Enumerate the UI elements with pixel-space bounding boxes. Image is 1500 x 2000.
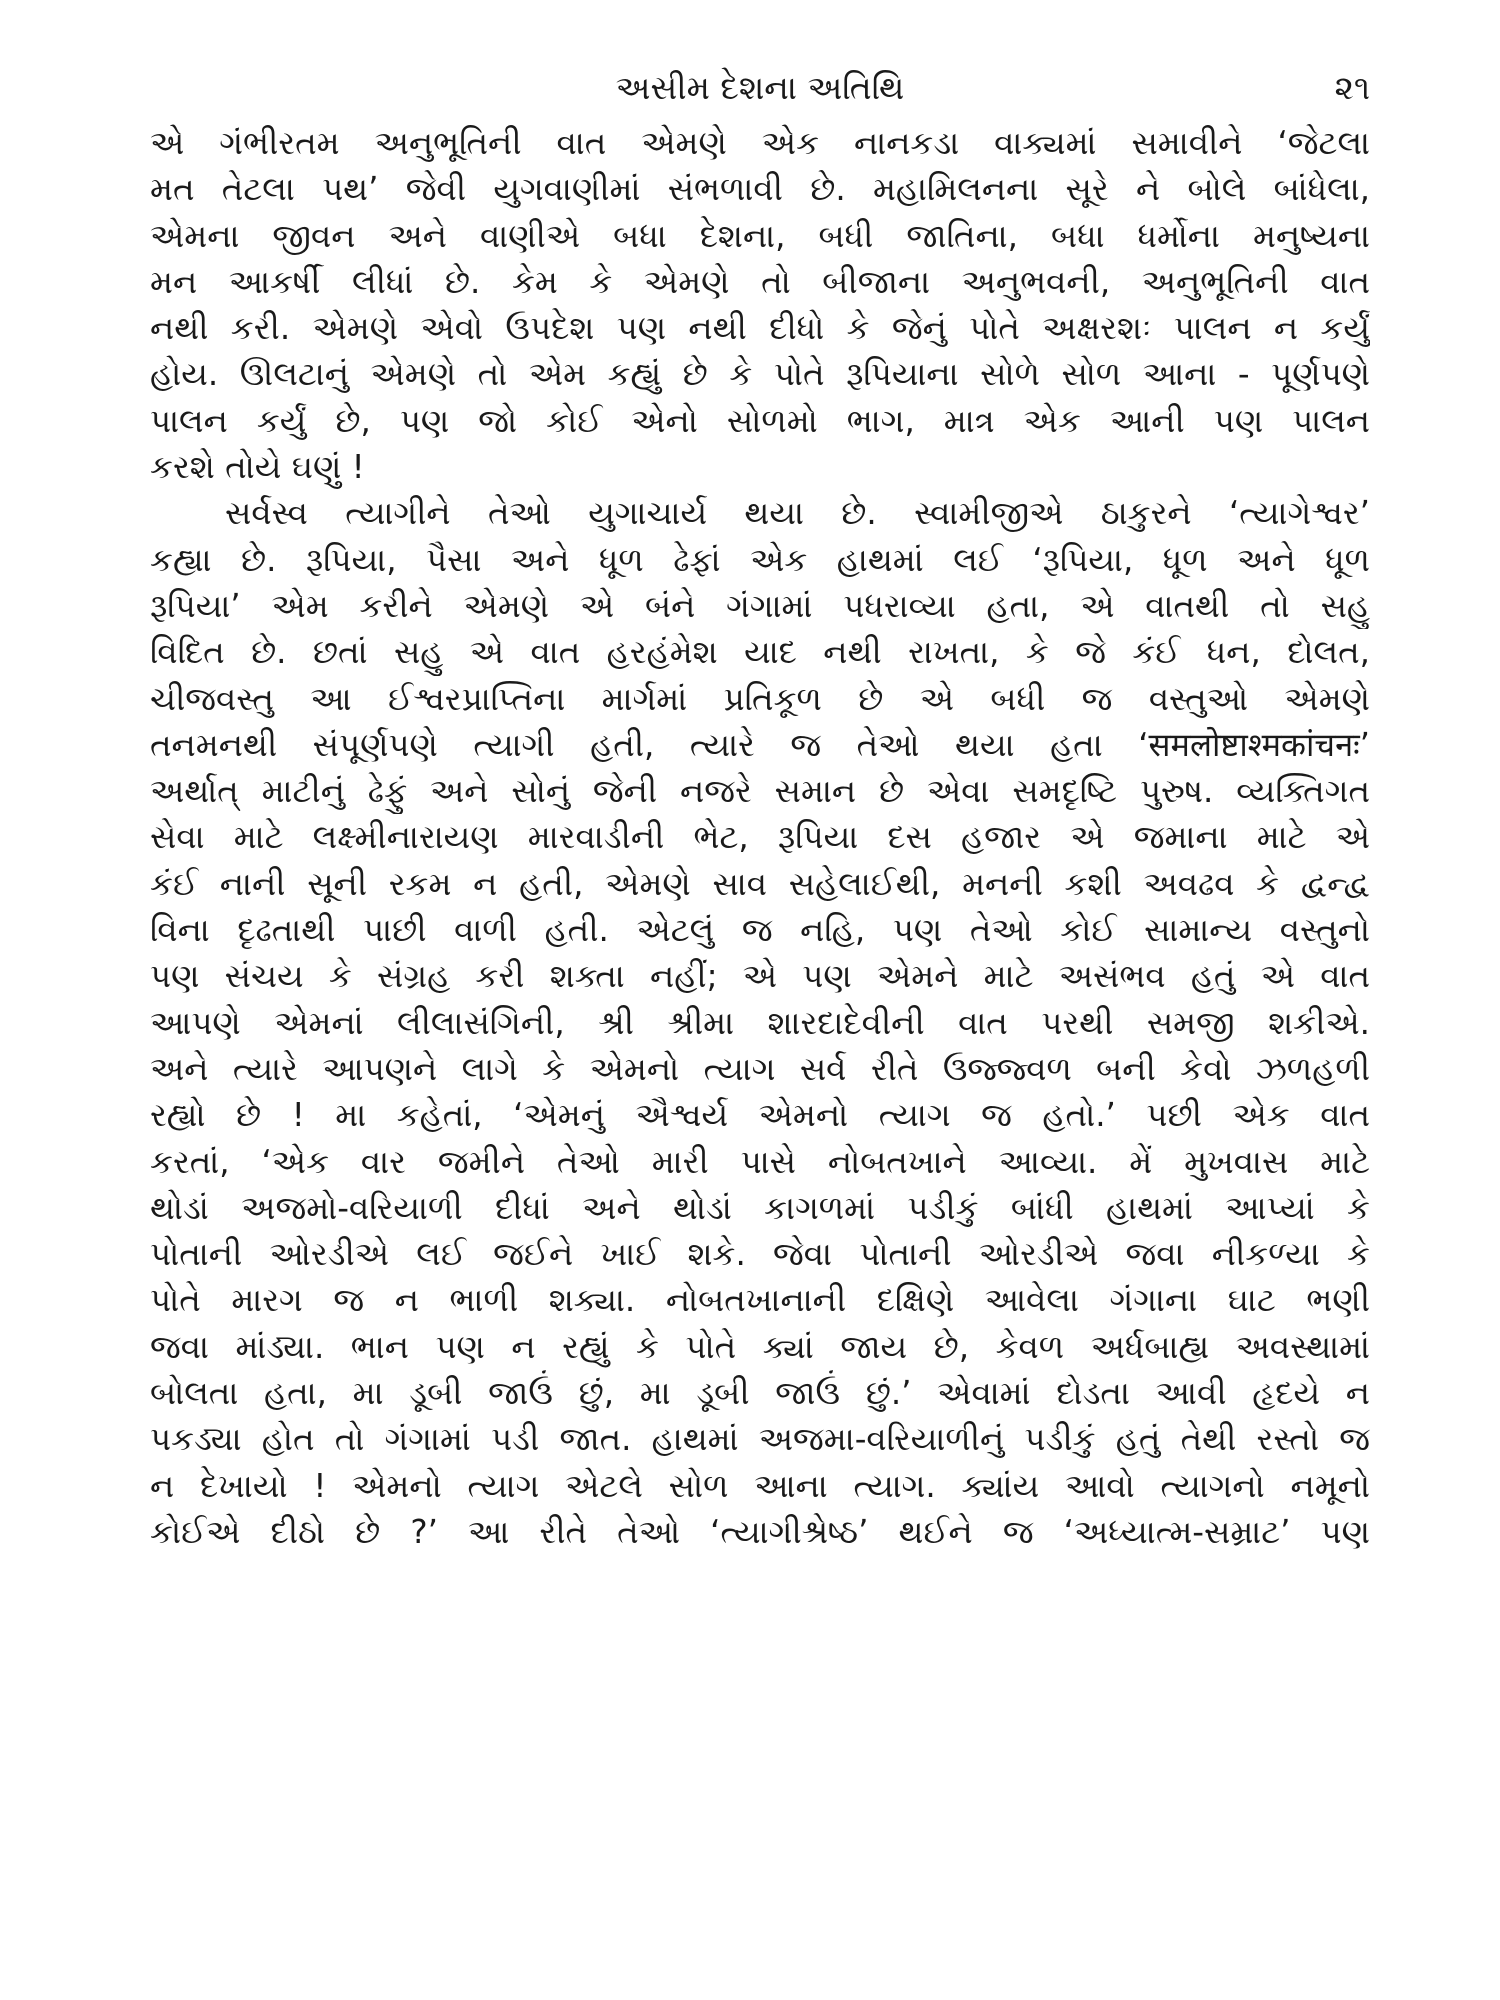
text-line: રૂપિયા’ એમ કરીને એમણે એ બંને ગંગામાં પધરાવ્યા હતા, એ વાતથી તો સહુ <box>150 586 1370 625</box>
text-line: મત તેટલા પથ’ જેવી યુગવાણીમાં સંભળાવી છે. મહામિલનના સૂરે ને બોલે બાંધેલા, <box>150 170 1370 209</box>
text-line: કોઈએ દીઠો છે ?’ આ રીતે તેઓ ‘ત્યાગીશ્રેષ્ઠ’ થઈને જ ‘અધ્યાત્મ-સમ્રાટ’ પણ <box>150 1512 1370 1551</box>
text-line: એમના જીવન અને વાણીએ બધા દેશના, બધી જાતિના, બધા ધર્મોના મનુષ્યના <box>150 216 1370 255</box>
text-line: હોય. ઊલટાનું એમણે તો એમ કહ્યું છે કે પોતે રૂપિયાના સોળે સોળ આના - પૂર્ણપણે <box>150 355 1370 394</box>
text-line: કરતાં, ‘એક વાર જમીને તેઓ મારી પાસે નોબતખાને આવ્યા. મેં મુખવાસ માટે <box>150 1142 1370 1181</box>
text-line: પોતાની ઓરડીએ લઈ જઈને ખાઈ શકે. જેવા પોતાની ઓરડીએ જવા નીકળ્યા કે <box>150 1235 1370 1274</box>
page-number: ૨૧ <box>1334 68 1370 107</box>
text-line: કરશે તોયે ઘણું ! <box>150 448 365 487</box>
running-title: અસીમ દેશના અતિથિ <box>615 68 905 107</box>
text-line: અર્થાત્ માટીનું ઢેફું અને સોનું જેની નજરે સમાન છે એવા સમદૃષ્ટિ પુરુષ. વ્યક્તિગત <box>150 772 1370 811</box>
text-line: વિદિત છે. છતાં સહુ એ વાત હરહંમેશ યાદ નથી રાખતા, કે જે કંઈ ધન, દોલત, <box>150 633 1370 672</box>
text-line: વિના દૃઢતાથી પાછી વાળી હતી. એટલું જ નહિ, પણ તેઓ કોઈ સામાન્ય વસ્તુનો <box>150 911 1370 950</box>
text-line: પાલન કર્યું છે, પણ જો કોઈ એનો સોળમો ભાગ, માત્ર એક આની પણ પાલન <box>150 401 1370 440</box>
text-line: કંઈ નાની સૂની રકમ ન હતી, એમણે સાવ સહેલાઈથી, મનની કશી અવઢવ કે દ્વન્દ્વ <box>150 864 1370 903</box>
text-line: આપણે એમનાં લીલાસંગિની, શ્રી શ્રીમા શારદાદેવીની વાત પરથી સમજી શકીએ. <box>150 1003 1370 1042</box>
paragraph-start-line: સર્વસ્વ ત્યાગીને તેઓ યુગાચાર્ય થયા છે. સ્વામીજીએ ઠાકુરને ‘ત્યાગેશ્વર’ <box>225 494 1370 533</box>
text-line: અને ત્યારે આપણને લાગે કે એમનો ત્યાગ સર્વ રીતે ઉજ્જ્વળ બની કેવો ઝળહળી <box>150 1049 1370 1088</box>
text-line: તનમનથી સંપૂર્ણપણે ત્યાગી હતી, ત્યારે જ તેઓ થયા હતા ‘समलोष्टाश्मकांचनः’ <box>150 725 1370 764</box>
text-line: પકડ્યા હોત તો ગંગામાં પડી જાત. હાથમાં અજમા-વરિયાળીનું પડીકું હતું તેથી રસ્તો જ <box>150 1420 1370 1459</box>
text-line: કહ્યા છે. રૂપિયા, પૈસા અને ધૂળ ઢેફાં એક હાથમાં લઈ ‘રૂપિયા, ધૂળ અને ધૂળ <box>150 540 1370 579</box>
text-line: સેવા માટે લક્ષ્મીનારાયણ મારવાડીની ભેટ, રૂપિયા દસ હજાર એ જમાના માટે એ <box>150 818 1370 857</box>
page-header <box>150 58 1370 118</box>
text-line: જવા માંડ્યા. ભાન પણ ન રહ્યું કે પોતે ક્યાં જાય છે, કેવળ અર્ધબાહ્ય અવસ્થામાં <box>150 1327 1370 1366</box>
text-line: નથી કરી. એમણે એવો ઉપદેશ પણ નથી દીધો કે જેનું પોતે અક્ષરશઃ પાલન ન કર્યું <box>150 309 1370 348</box>
text-line: રહ્યો છે ! મા કહેતાં, ‘એમનું ઐશ્વર્ય એમનો ત્યાગ જ હતો.’ પછી એક વાત <box>150 1096 1370 1135</box>
text-line: થોડાં અજમો-વરિયાળી દીધાં અને થોડાં કાગળમાં પડીકું બાંધી હાથમાં આપ્યાં કે <box>150 1188 1370 1227</box>
text-line: ન દેખાયો ! એમનો ત્યાગ એટલે સોળ આના ત્યાગ. ક્યાંય આવો ત્યાગનો નમૂનો <box>150 1466 1370 1505</box>
text-line: ચીજવસ્તુ આ ઈશ્વરપ્રાપ્તિના માર્ગમાં પ્રતિકૂળ છે એ બધી જ વસ્તુઓ એમણે <box>150 679 1370 718</box>
text-line: એ ગંભીરતમ અનુભૂતિની વાત એમણે એક નાનકડા વાક્યમાં સમાવીને ‘જેટલા <box>150 124 1370 162</box>
body-text <box>150 120 1370 1555</box>
text-line: પણ સંચય કે સંગ્રહ કરી શક્તા નહીં; એ પણ એમને માટે અસંભવ હતું એ વાત <box>150 957 1370 996</box>
text-line: મન આકર્ષી લીધાં છે. કેમ કે એમણે તો બીજાના અનુભવની, અનુભૂતિની વાત <box>150 262 1370 301</box>
text-line: બોલતા હતા, મા ડૂબી જાઉં છું, મા ડૂબી જાઉં છું.’ એવામાં દોડતા આવી હૃદયે ન <box>150 1374 1370 1413</box>
text-line: પોતે મારગ જ ન ભાળી શક્યા. નોબતખાનાની દક્ષિણે આવેલા ગંગાના ઘાટ ભણી <box>150 1281 1370 1320</box>
